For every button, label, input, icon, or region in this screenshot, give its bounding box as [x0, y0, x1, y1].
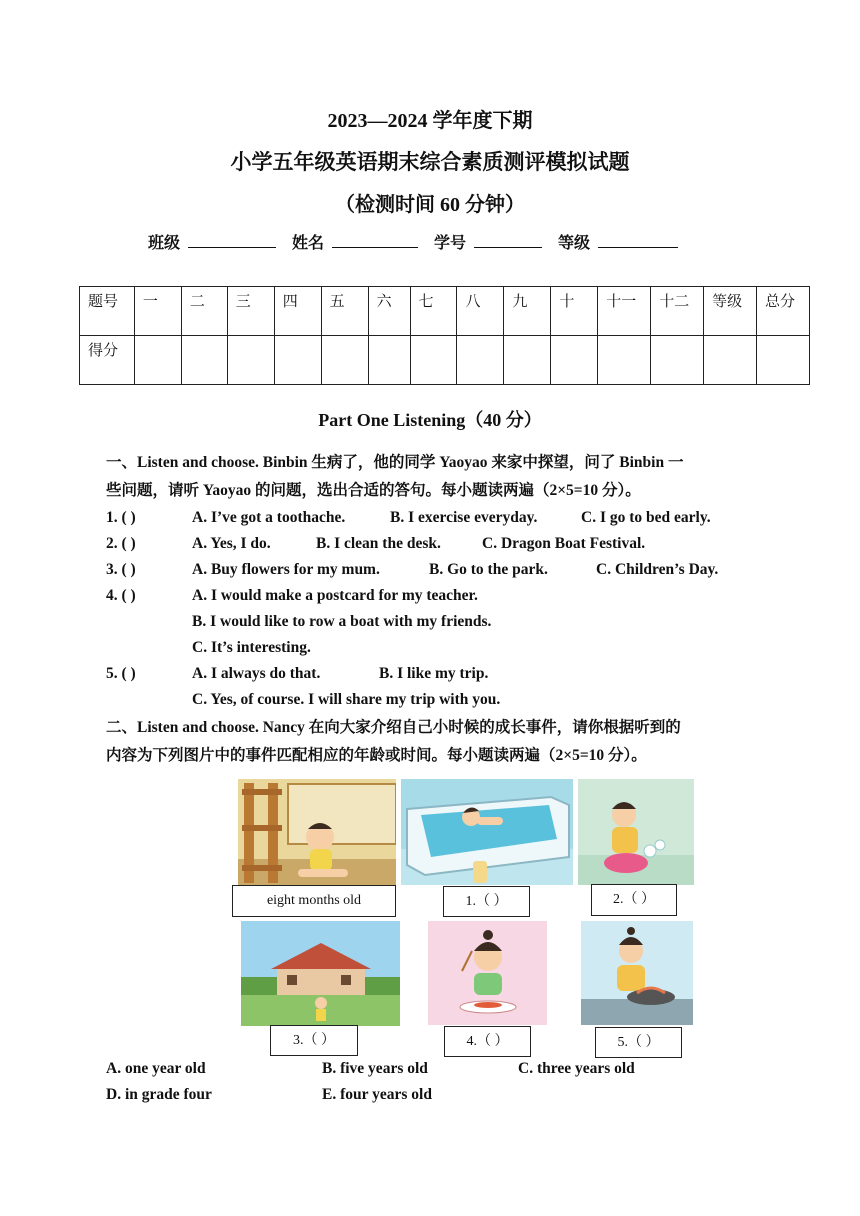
score-cell[interactable] [227, 336, 274, 385]
section1-intro [106, 449, 762, 505]
grade-label: 等级 [558, 235, 591, 252]
option-a: A. I’ve got a toothache. [192, 509, 346, 526]
answer-box-4[interactable]: 4.（ ） [444, 1026, 531, 1057]
id-label: 学号 [434, 235, 467, 252]
option-c: C. Dragon Boat Festival. [482, 535, 646, 552]
picture-house [241, 921, 400, 1026]
table-cell: 七 [410, 287, 457, 336]
table-cell: 等级 [704, 287, 757, 336]
student-info-line [148, 230, 690, 253]
question-4 [106, 587, 478, 605]
table-cell: 三 [227, 287, 274, 336]
label-box-eight-months: eight months old [232, 885, 396, 917]
score-table [79, 286, 810, 385]
table-cell: 一 [134, 287, 181, 336]
section1-intro-line1: 一、Listen and choose. Binbin 生病了，他的同学 Yaoyao 来家中探望，问了 Binbin 一 [106, 454, 684, 471]
table-cell: 五 [321, 287, 368, 336]
score-cell[interactable] [704, 336, 757, 385]
kid-washing-illustration [578, 779, 694, 885]
option-b: B. I clean the desk. [316, 535, 441, 552]
picture-kid-eating [428, 921, 547, 1025]
table-cell: 十二 [651, 287, 704, 336]
option-a: A. Buy flowers for my mum. [192, 561, 380, 578]
picture-kid-cooking [581, 921, 693, 1025]
question-number[interactable]: 4. ( ) [106, 587, 136, 604]
part-one-title: Part One Listening（40 分） [318, 410, 542, 430]
table-cell: 四 [274, 287, 321, 336]
class-label: 班级 [148, 235, 181, 252]
table-cell: 九 [504, 287, 551, 336]
exam-duration: （检测时间 60 分钟） [335, 194, 525, 216]
option-a: A. I always do that. [192, 665, 321, 682]
picture-baby-bath [401, 779, 573, 885]
option-b: B. Go to the park. [429, 561, 548, 578]
section2-intro [106, 714, 762, 770]
table-cell: 总分 [757, 287, 810, 336]
score-cell[interactable] [598, 336, 651, 385]
option-d-grade-four: D. in grade four [106, 1086, 212, 1103]
grade-blank[interactable] [598, 233, 678, 248]
score-cell[interactable] [504, 336, 551, 385]
picture-kid-washing [578, 779, 694, 885]
score-cell[interactable] [321, 336, 368, 385]
answer-box-5[interactable]: 5.（ ） [595, 1027, 682, 1058]
id-blank[interactable] [474, 233, 542, 248]
option-a-one-year: A. one year old [106, 1060, 206, 1077]
name-label: 姓名 [292, 235, 325, 252]
section2-intro-line1: 二、Listen and choose. Nancy 在向大家介绍自己小时候的成长事件，请你根据听到的 [106, 719, 681, 736]
name-blank[interactable] [332, 233, 418, 248]
score-cell[interactable] [457, 336, 504, 385]
exam-year-title: 2023—2024 学年度下期 [327, 110, 533, 132]
score-cell[interactable] [134, 336, 181, 385]
table-cell: 题号 [80, 287, 135, 336]
option-b: B. I like my trip. [379, 665, 489, 682]
baby-bath-illustration [401, 779, 573, 885]
picture-baby-crib [238, 779, 396, 885]
table-cell: 得分 [80, 336, 135, 385]
option-a: A. Yes, I do. [192, 535, 271, 552]
question-4-option-c: C. It’s interesting. [192, 639, 311, 656]
question-number[interactable]: 3. ( ) [106, 561, 136, 578]
answer-box-3[interactable]: 3.（ ） [270, 1025, 358, 1056]
question-2 [106, 535, 645, 553]
table-cell: 六 [368, 287, 410, 336]
kid-eating-illustration [428, 921, 547, 1025]
house-illustration [241, 921, 400, 1026]
score-cell[interactable] [551, 336, 598, 385]
score-cell[interactable] [757, 336, 810, 385]
score-cell[interactable] [651, 336, 704, 385]
question-3 [106, 561, 718, 579]
question-4-option-b: B. I would like to row a boat with my friends. [192, 613, 492, 630]
option-b: B. I exercise everyday. [390, 509, 538, 526]
question-5 [106, 665, 488, 683]
option-a: A. I would make a postcard for my teacher. [192, 587, 478, 604]
score-table-score-row [80, 336, 810, 385]
table-cell: 八 [457, 287, 504, 336]
question-1 [106, 509, 711, 527]
answer-box-1[interactable]: 1.（ ） [443, 886, 530, 917]
table-cell: 二 [181, 287, 227, 336]
question-number[interactable]: 1. ( ) [106, 509, 136, 526]
option-e-four-years: E. four years old [322, 1086, 432, 1103]
score-cell[interactable] [410, 336, 457, 385]
exam-title: 小学五年级英语期末综合素质测评模拟试题 [230, 150, 630, 174]
section2-intro-line2: 内容为下列图片中的事件匹配相应的年龄或时间。每小题读两遍（2×5=10 分）。 [106, 747, 647, 764]
score-cell[interactable] [368, 336, 410, 385]
option-c-three-years: C. three years old [518, 1060, 635, 1077]
option-c: C. Children’s Day. [596, 561, 719, 578]
option-c: C. I go to bed early. [581, 509, 711, 526]
score-cell[interactable] [181, 336, 227, 385]
kid-cooking-illustration [581, 921, 693, 1025]
section1-intro-line2: 些问题，请听 Yaoyao 的问题，选出合适的答句。每小题读两遍（2×5=10 分）。 [106, 482, 641, 499]
answer-box-2[interactable]: 2.（ ） [591, 884, 677, 916]
table-cell: 十一 [598, 287, 651, 336]
option-b-five-years: B. five years old [322, 1060, 428, 1077]
class-blank[interactable] [188, 233, 276, 248]
score-table-header-row [80, 287, 810, 336]
question-number[interactable]: 5. ( ) [106, 665, 136, 682]
score-cell[interactable] [274, 336, 321, 385]
baby-crib-illustration [238, 779, 396, 885]
question-number[interactable]: 2. ( ) [106, 535, 136, 552]
question-5-option-c: C. Yes, of course. I will share my trip with you. [192, 691, 501, 708]
table-cell: 十 [551, 287, 598, 336]
